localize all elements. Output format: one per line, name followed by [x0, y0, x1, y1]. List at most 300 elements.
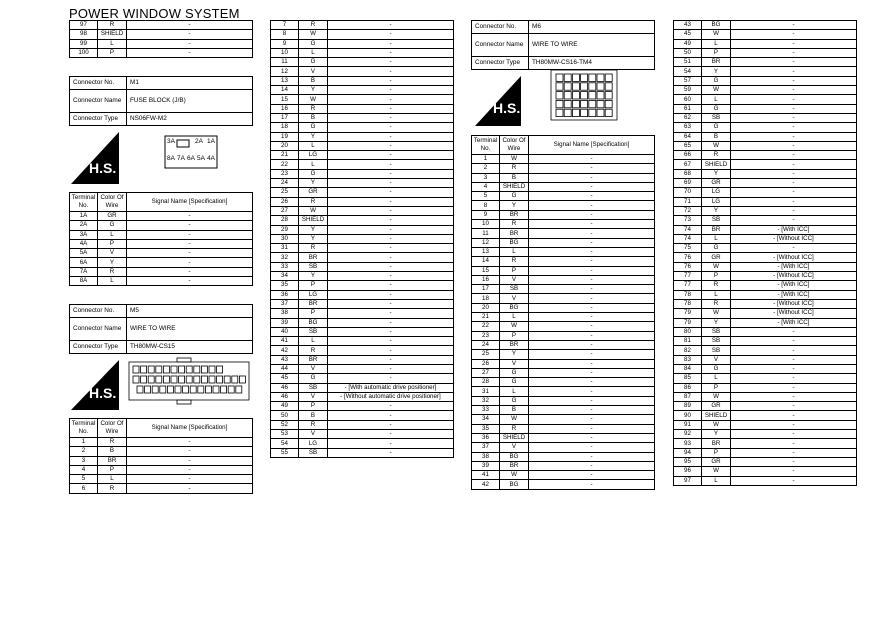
pin-label: 1A	[207, 138, 215, 145]
wire-color-cell: SB	[500, 285, 529, 294]
table-row	[271, 364, 454, 373]
table-row	[472, 331, 655, 340]
signal-name-cell: - [Without ICC]	[731, 299, 857, 308]
wire-color-cell: Y	[299, 225, 328, 234]
connector-pin	[145, 386, 151, 393]
terminal-no-cell: 60	[674, 95, 702, 104]
wire-color-cell: Y	[500, 201, 529, 210]
table-row	[674, 430, 857, 439]
connector-pin	[133, 376, 139, 383]
table-row	[674, 364, 857, 373]
connector-pin	[156, 366, 162, 373]
table-row	[271, 234, 454, 243]
terminal-no-cell: 16	[472, 275, 500, 284]
hs-connector-diagram-m5	[69, 352, 253, 414]
wire-color-cell: L	[500, 387, 529, 396]
connector-pin	[133, 366, 139, 373]
table-row	[472, 257, 655, 266]
table-row	[674, 151, 857, 160]
connector-pin	[221, 386, 227, 393]
wire-color-cell: L	[702, 95, 731, 104]
signal-name-cell: -	[328, 86, 454, 95]
terminal-no-cell: 84	[674, 364, 702, 373]
table-row	[674, 244, 857, 253]
wire-color-cell: P	[702, 448, 731, 457]
wire-color-cell: Y	[98, 258, 127, 267]
signal-name-cell: -	[127, 456, 253, 465]
table-row	[674, 327, 857, 336]
signal-name-cell: -	[731, 104, 857, 113]
wire-color-cell: W	[702, 30, 731, 39]
table-row	[271, 262, 454, 271]
terminal-no-cell: 54	[674, 67, 702, 76]
terminal-no-cell: 13	[271, 76, 299, 85]
signal-name-cell: -	[529, 378, 655, 387]
table-row	[674, 21, 857, 30]
signal-name-cell: -	[328, 206, 454, 215]
terminal-no-cell: 49	[674, 39, 702, 48]
wire-color-cell: BR	[500, 210, 529, 219]
connector-pin	[205, 386, 211, 393]
terminal-no-cell: 49	[271, 402, 299, 411]
terminal-no-cell: 61	[674, 104, 702, 113]
wire-color-cell: SB	[702, 327, 731, 336]
wire-color-cell: SB	[299, 448, 328, 457]
wire-color-cell: L	[299, 141, 328, 150]
wire-color-cell: W	[702, 309, 731, 318]
signal-name-cell: -	[731, 151, 857, 160]
connector-pin	[201, 376, 207, 383]
connector-type-label: Connector Type	[70, 113, 127, 126]
terminal-no-cell: 69	[674, 179, 702, 188]
connector-pin	[589, 83, 596, 90]
terminal-no-cell: 64	[674, 132, 702, 141]
table-row	[271, 383, 454, 392]
wire-color-cell: BG	[500, 238, 529, 247]
wire-color-cell: B	[299, 411, 328, 420]
pin-label: 6A	[187, 155, 195, 162]
signal-name-cell: -	[127, 258, 253, 267]
signal-name-cell: -	[731, 86, 857, 95]
signal-name-cell: -	[529, 387, 655, 396]
terminal-no-cell: 32	[271, 253, 299, 262]
signal-name-cell: -	[328, 420, 454, 429]
wire-color-cell: BR	[299, 253, 328, 262]
signal-name-cell: -	[731, 206, 857, 215]
terminal-no-cell: 40	[271, 327, 299, 336]
terminal-no-cell: 43	[674, 21, 702, 30]
signal-name-cell: -	[731, 402, 857, 411]
wire-color-cell: V	[500, 294, 529, 303]
table-row	[674, 48, 857, 57]
terminal-no-cell: 15	[271, 95, 299, 104]
wire-color-cell: P	[702, 48, 731, 57]
table-row	[472, 406, 655, 415]
table-row	[674, 318, 857, 327]
wire-color-cell: BR	[98, 456, 127, 465]
table-row	[271, 21, 454, 30]
wire-color-cell: P	[702, 272, 731, 281]
terminal-no-cell: 39	[271, 318, 299, 327]
wire-color-cell: G	[299, 374, 328, 383]
connector-pin	[564, 100, 571, 107]
terminal-no-cell: 2A	[70, 221, 98, 230]
connector-type-value: NS06FW-M2	[127, 113, 253, 126]
table-row	[271, 67, 454, 76]
signal-name-cell: -	[328, 364, 454, 373]
wire-color-cell: V	[299, 67, 328, 76]
table-row	[472, 433, 655, 442]
signal-name-cell: -	[127, 212, 253, 221]
signal-name-cell: -	[328, 346, 454, 355]
signal-name-cell: -	[529, 350, 655, 359]
wire-color-cell: LG	[299, 151, 328, 160]
signal-name-cell: -	[328, 141, 454, 150]
terminal-no-cell: 4A	[70, 239, 98, 248]
terminal-no-cell: 77	[674, 281, 702, 290]
connector-name-value: WIRE TO WIRE	[529, 34, 655, 57]
signal-name-cell: -	[328, 290, 454, 299]
wire-color-cell: BR	[500, 229, 529, 238]
table-row	[674, 281, 857, 290]
connector-pin	[167, 386, 173, 393]
signal-name-cell: -	[127, 221, 253, 230]
wire-color-cell: BG	[500, 480, 529, 489]
signal-name-cell: -	[529, 229, 655, 238]
connector-type-value: TH80MW-CS16-TM4	[529, 57, 655, 70]
table-row	[271, 58, 454, 67]
connector-pin	[564, 92, 571, 99]
wire-color-cell: P	[299, 281, 328, 290]
connector-pin	[556, 92, 563, 99]
table-row	[674, 141, 857, 150]
connector-pin	[171, 376, 177, 383]
terminal-no-cell: 26	[271, 197, 299, 206]
terminal-no-cell: 65	[674, 141, 702, 150]
terminal-table-m6	[471, 135, 655, 490]
wire-color-cell: G	[299, 169, 328, 178]
table-row	[472, 443, 655, 452]
signal-name-cell: -	[529, 340, 655, 349]
table-row	[674, 299, 857, 308]
table-row	[674, 30, 857, 39]
connector-pin	[148, 366, 154, 373]
terminal-no-cell: 21	[271, 151, 299, 160]
connector-pin	[605, 100, 612, 107]
wire-color-cell: SB	[702, 216, 731, 225]
signal-name-cell: -	[731, 188, 857, 197]
table-row	[674, 206, 857, 215]
table-row	[271, 48, 454, 57]
wire-color-cell: W	[702, 141, 731, 150]
wire-color-cell: GR	[299, 188, 328, 197]
wire-color-cell: W	[702, 467, 731, 476]
signal-name-cell: -	[731, 67, 857, 76]
table-row	[70, 465, 253, 474]
signal-name-cell: -	[328, 113, 454, 122]
wire-color-cell: BR	[702, 225, 731, 234]
signal-name-cell: - [With ICC]	[731, 290, 857, 299]
wire-color-cell: SB	[299, 262, 328, 271]
connector-pin	[201, 366, 207, 373]
terminal-no-cell: 89	[674, 402, 702, 411]
terminal-no-cell: 35	[271, 281, 299, 290]
terminal-no-cell: 11	[472, 229, 500, 238]
table-row	[271, 179, 454, 188]
table-row	[70, 267, 253, 276]
signal-name-cell: -	[529, 368, 655, 377]
signal-name-cell: -	[127, 267, 253, 276]
table-row	[70, 249, 253, 258]
signal-name-cell: -	[328, 67, 454, 76]
terminal-no-cell: 28	[472, 378, 500, 387]
wire-color-cell: L	[702, 234, 731, 243]
table-row	[674, 439, 857, 448]
wire-color-cell: B	[500, 173, 529, 182]
table-row	[674, 383, 857, 392]
table-row	[472, 415, 655, 424]
wire-color-cell: P	[98, 239, 127, 248]
signal-name-cell: -	[529, 424, 655, 433]
wire-color-cell: L	[299, 160, 328, 169]
table-row	[674, 476, 857, 485]
terminal-no-cell: 50	[674, 48, 702, 57]
signal-name-cell: -	[328, 30, 454, 39]
connector-pin	[564, 109, 571, 116]
signal-name-cell: -	[529, 164, 655, 173]
signal-name-cell: -	[529, 173, 655, 182]
table-row	[674, 457, 857, 466]
terminal-no-cell: 19	[271, 132, 299, 141]
signal-name-cell: -	[731, 169, 857, 178]
wire-color-cell: R	[702, 299, 731, 308]
wire-color-cell: LG	[299, 439, 328, 448]
table-row	[674, 113, 857, 122]
connector-pin	[171, 366, 177, 373]
terminal-no-cell: 83	[674, 355, 702, 364]
wire-color-cell: R	[299, 104, 328, 113]
signal-name-header: Signal Name [Specification]	[127, 419, 253, 438]
signal-name-cell: -	[529, 303, 655, 312]
terminal-no-cell: 82	[674, 346, 702, 355]
connector-name-value: FUSE BLOCK (J/B)	[127, 90, 253, 113]
signal-name-cell: -	[731, 48, 857, 57]
table-row	[472, 220, 655, 229]
connector-name-label: Connector Name	[70, 318, 127, 341]
terminal-no-cell: 27	[472, 368, 500, 377]
wire-color-cell: W	[500, 155, 529, 164]
connector-pin	[597, 109, 604, 116]
terminal-table-m5	[69, 418, 253, 494]
terminal-no-cell: 8	[472, 201, 500, 210]
color-of-wire-header: Color Of Wire	[500, 136, 529, 155]
wire-color-cell: L	[299, 337, 328, 346]
terminal-no-cell: 99	[70, 39, 98, 48]
terminal-no-cell: 45	[674, 30, 702, 39]
wire-color-cell: W	[702, 262, 731, 271]
signal-name-cell: -	[328, 439, 454, 448]
terminal-no-cell: 70	[674, 188, 702, 197]
table-row	[271, 206, 454, 215]
table-row	[271, 448, 454, 457]
table-row	[70, 221, 253, 230]
table-row	[472, 322, 655, 331]
wire-color-cell: P	[299, 309, 328, 318]
table-row	[674, 188, 857, 197]
signal-name-cell: -	[328, 76, 454, 85]
signal-name-cell: -	[731, 392, 857, 401]
table-row	[472, 350, 655, 359]
table-row	[271, 39, 454, 48]
terminal-no-cell: 12	[472, 238, 500, 247]
terminal-no-cell: 27	[271, 206, 299, 215]
terminal-no-cell: 8A	[70, 277, 98, 286]
signal-name-cell: -	[731, 39, 857, 48]
connector-pin	[556, 83, 563, 90]
terminal-no-header: Terminal No.	[70, 193, 98, 212]
terminal-table-m6-continued	[673, 20, 857, 486]
table-row	[472, 210, 655, 219]
table-row	[271, 337, 454, 346]
signal-name-cell: -	[731, 420, 857, 429]
terminal-no-cell: 24	[271, 179, 299, 188]
table-row	[472, 155, 655, 164]
wire-color-cell: L	[702, 374, 731, 383]
wire-color-cell: SHIELD	[702, 411, 731, 420]
signal-name-cell: -	[328, 21, 454, 30]
table-row	[472, 313, 655, 322]
wire-color-cell: GR	[98, 212, 127, 221]
signal-name-cell: -	[529, 480, 655, 489]
terminal-no-cell: 11	[271, 58, 299, 67]
wire-color-cell: GR	[702, 402, 731, 411]
signal-name-cell: -	[328, 309, 454, 318]
table-row	[271, 374, 454, 383]
connector-pin	[556, 100, 563, 107]
terminal-no-cell: 35	[472, 424, 500, 433]
terminal-no-cell: 75	[674, 244, 702, 253]
signal-name-cell: -	[731, 467, 857, 476]
table-row	[271, 430, 454, 439]
wire-color-cell: SHIELD	[702, 160, 731, 169]
terminal-no-header: Terminal No.	[70, 419, 98, 438]
signal-name-cell: -	[328, 104, 454, 113]
wire-color-cell: Y	[702, 169, 731, 178]
table-row	[472, 461, 655, 470]
signal-name-cell: -	[328, 299, 454, 308]
terminal-no-cell: 39	[472, 461, 500, 470]
table-row	[472, 201, 655, 210]
signal-name-cell: -	[731, 457, 857, 466]
signal-name-cell: -	[328, 327, 454, 336]
wire-color-cell: R	[299, 420, 328, 429]
terminal-no-cell: 29	[271, 225, 299, 234]
table-row	[271, 392, 454, 401]
signal-name-cell: -	[529, 257, 655, 266]
terminal-no-cell: 9	[472, 210, 500, 219]
wire-color-cell: R	[98, 438, 127, 447]
connector-type-value: TH80MW-CS15	[127, 341, 253, 354]
connector-pin	[163, 366, 169, 373]
wire-color-cell: R	[702, 151, 731, 160]
connector-pin	[572, 83, 579, 90]
terminal-no-cell: 9	[271, 39, 299, 48]
wire-color-cell: L	[702, 476, 731, 485]
table-row	[70, 258, 253, 267]
terminal-no-cell: 46	[271, 392, 299, 401]
table-row	[271, 402, 454, 411]
table-row	[674, 402, 857, 411]
terminal-no-cell: 87	[674, 392, 702, 401]
wire-color-cell: SB	[702, 346, 731, 355]
wire-color-cell: G	[299, 58, 328, 67]
terminal-no-cell: 5	[472, 192, 500, 201]
signal-name-cell: -	[127, 475, 253, 484]
signal-name-cell: -	[328, 179, 454, 188]
terminal-no-cell: 96	[674, 467, 702, 476]
terminal-no-cell: 31	[472, 387, 500, 396]
terminal-no-cell: 76	[674, 253, 702, 262]
connector-pin	[137, 386, 143, 393]
table-row	[674, 253, 857, 262]
table-row	[674, 104, 857, 113]
signal-name-cell: -	[529, 331, 655, 340]
signal-name-cell: - [With ICC]	[731, 262, 857, 271]
connector-face-diagram	[129, 358, 249, 404]
signal-name-cell: -	[328, 151, 454, 160]
table-row	[674, 95, 857, 104]
terminal-no-cell: 76	[674, 262, 702, 271]
table-row	[271, 327, 454, 336]
terminal-no-cell: 5A	[70, 249, 98, 258]
wire-color-cell: B	[299, 113, 328, 122]
connector-no-value: M5	[127, 305, 253, 318]
wire-color-cell: V	[299, 430, 328, 439]
table-row	[674, 392, 857, 401]
wire-color-cell: BG	[500, 452, 529, 461]
hs-triangle-icon	[69, 352, 253, 414]
terminal-no-cell: 28	[271, 216, 299, 225]
wire-color-cell: V	[500, 275, 529, 284]
table-row	[271, 439, 454, 448]
signal-name-cell: -	[529, 415, 655, 424]
terminal-no-cell: 34	[271, 272, 299, 281]
wire-color-cell: GR	[702, 253, 731, 262]
terminal-no-cell: 34	[472, 415, 500, 424]
wire-color-cell: G	[500, 378, 529, 387]
signal-name-cell: -	[731, 337, 857, 346]
table-row	[271, 104, 454, 113]
signal-name-cell: -	[127, 39, 253, 48]
connector-pin	[141, 366, 147, 373]
wire-color-cell: L	[500, 247, 529, 256]
connector-pin	[589, 109, 596, 116]
signal-name-cell: -	[328, 430, 454, 439]
signal-name-cell: -	[328, 253, 454, 262]
signal-name-cell: -	[731, 113, 857, 122]
signal-name-cell: -	[529, 359, 655, 368]
connector-info-m1	[69, 76, 253, 126]
signal-name-cell: - [With automatic drive positioner]	[328, 383, 454, 392]
table-row	[674, 346, 857, 355]
terminal-no-cell: 7	[271, 21, 299, 30]
table-row	[271, 197, 454, 206]
wire-color-cell: L	[98, 277, 127, 286]
table-row	[674, 58, 857, 67]
connector-pin	[556, 109, 563, 116]
table-row	[271, 272, 454, 281]
page-title: POWER WINDOW SYSTEM	[69, 6, 240, 21]
